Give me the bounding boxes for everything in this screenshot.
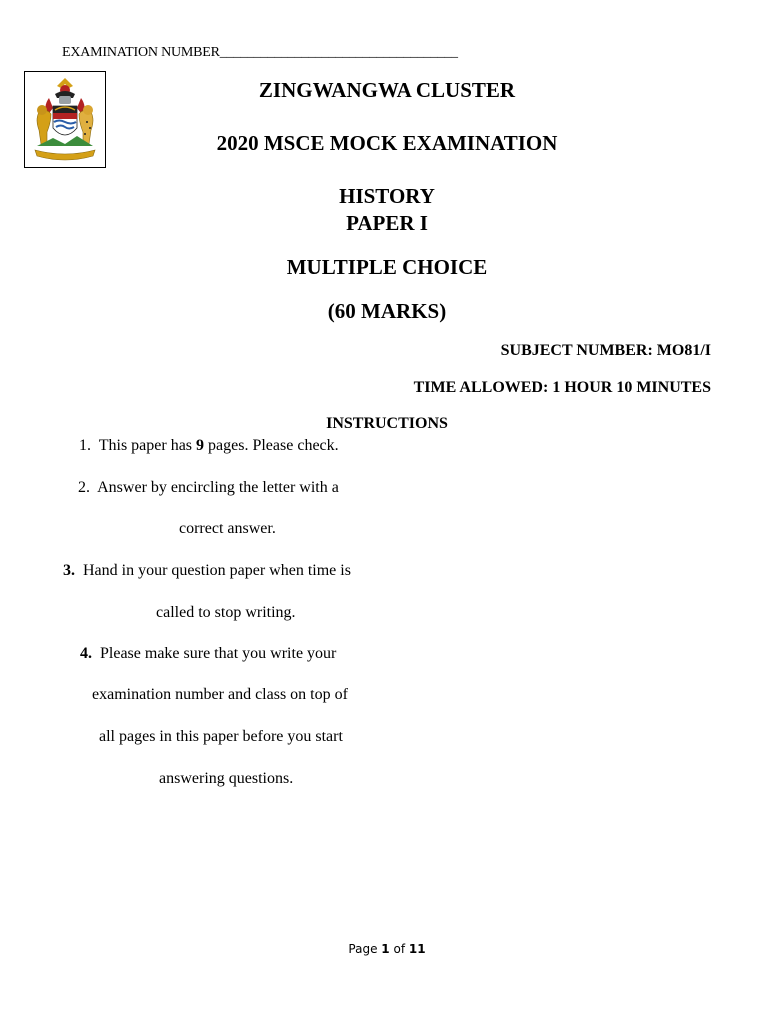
page-count: 9 [196, 437, 205, 454]
instruction-text: Answer by encircling the letter with a [97, 479, 339, 496]
instruction-number: 1. [79, 437, 91, 454]
instruction-3 [63, 562, 351, 580]
instruction-2 [78, 479, 339, 497]
instruction-number: 2. [78, 479, 90, 496]
cluster-title: ZINGWANGWA CLUSTER [258, 78, 516, 102]
instruction-2-continued: correct answer. [179, 520, 276, 537]
current-page-number: 1 [381, 942, 390, 956]
instruction-4-continued: answering questions. [159, 770, 294, 787]
instruction-4 [80, 645, 336, 663]
examination-number-line: EXAMINATION NUMBER___________________________________ [62, 45, 458, 60]
marks-title: (60 MARKS) [327, 299, 447, 323]
instruction-text: This paper has [98, 437, 197, 454]
instruction-3-continued: called to stop writing. [156, 604, 296, 621]
page-footer [0, 942, 768, 956]
of-label: of [389, 942, 409, 956]
subject-number: SUBJECT NUMBER: MO81/I [500, 342, 711, 359]
time-allowed: TIME ALLOWED: 1 HOUR 10 MINUTES [413, 379, 711, 396]
total-pages-number: 11 [408, 942, 426, 956]
page-label: Page [348, 942, 382, 956]
paper-type-title: MULTIPLE CHOICE [286, 255, 488, 279]
instruction-number: 4. [80, 645, 92, 662]
instructions-heading: INSTRUCTIONS [326, 415, 448, 432]
instruction-4-continued: all pages in this paper before you start [99, 728, 343, 745]
instruction-number: 3. [63, 562, 75, 579]
instruction-4-continued: examination number and class on top of [92, 686, 348, 703]
paper-title: PAPER I [346, 211, 428, 235]
exam-title: 2020 MSCE MOCK EXAMINATION [216, 131, 558, 155]
subject-title: HISTORY [339, 184, 435, 208]
instruction-text: pages. Please check. [204, 437, 339, 454]
instruction-text: Please make sure that you write your [100, 645, 337, 662]
instruction-text: Hand in your question paper when time is [83, 562, 351, 579]
instruction-1 [79, 437, 339, 455]
